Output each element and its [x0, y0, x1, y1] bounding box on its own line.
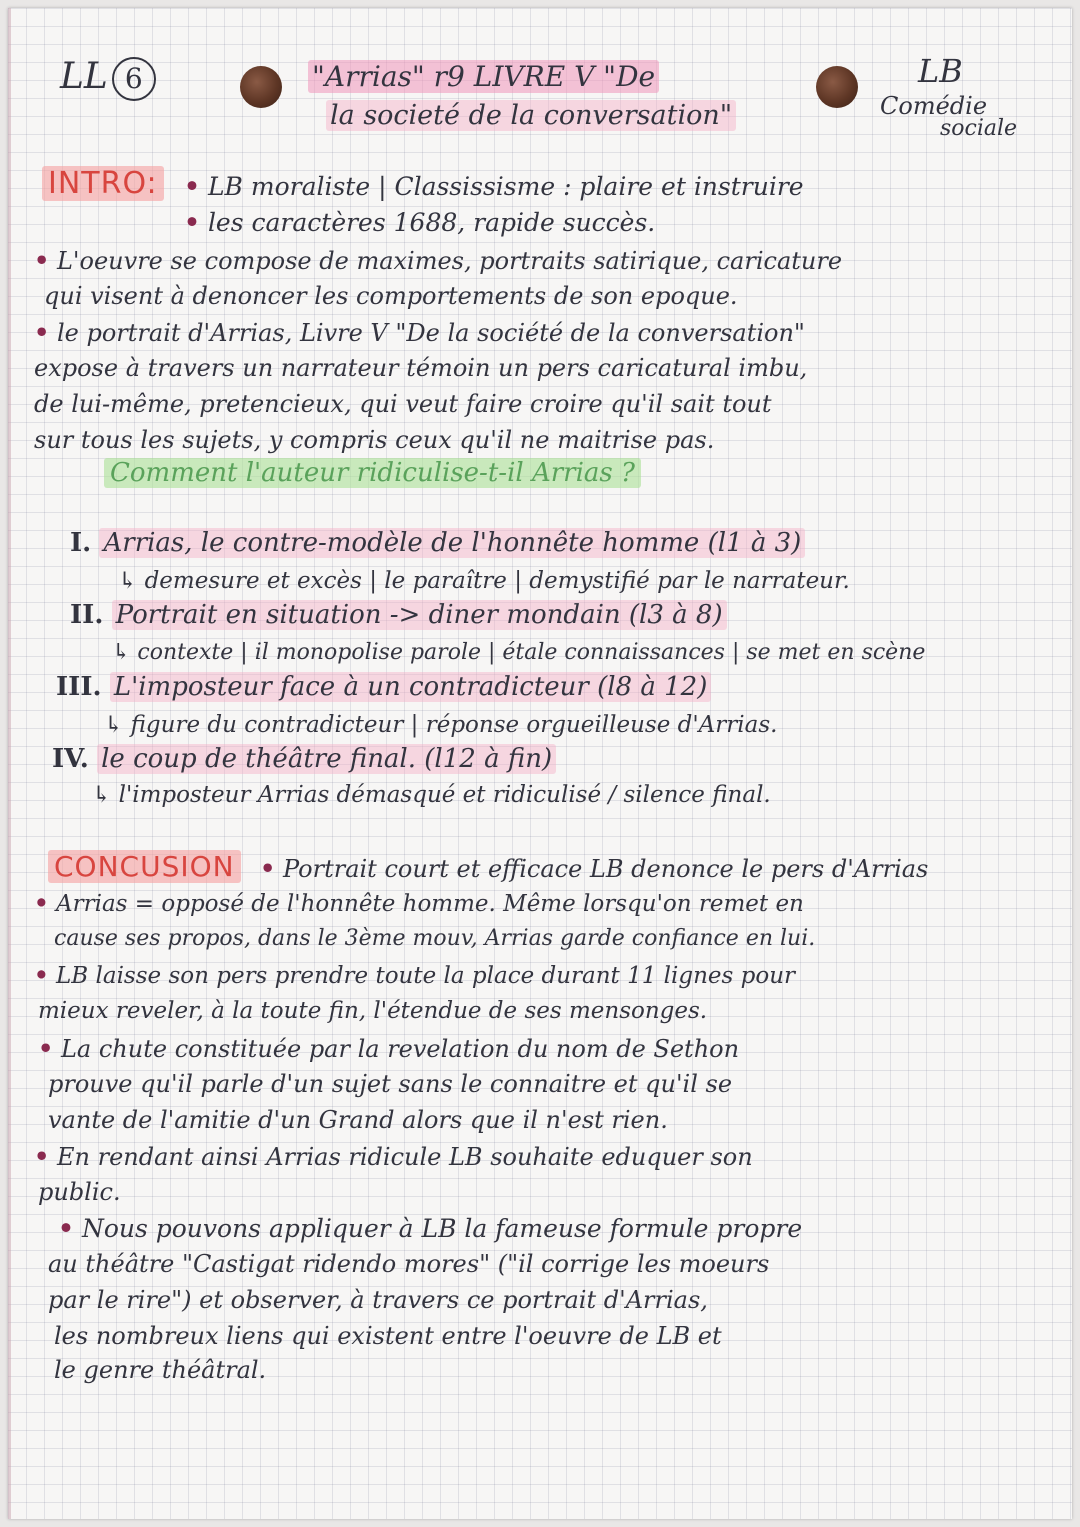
conclusion-line-14: les nombreux liens qui existent entre l'oeuvre de LB et	[54, 1322, 722, 1350]
conclusion-line-7: prouve qu'il parle d'un sujet sans le connaitre et qu'il se	[48, 1070, 733, 1098]
ll-text: LL	[60, 56, 108, 97]
intro-label	[42, 166, 164, 201]
plan-3-title	[56, 672, 711, 702]
conclusion-keyword: CONCUSION	[48, 850, 241, 883]
conclusion-line-15: le genre théâtral.	[54, 1356, 267, 1384]
conclusion-line-2: • Arrias = opposé de l'honnête homme. Même lorsqu'on remet en	[34, 890, 804, 917]
intro-line-1: • LB moraliste | Classissisme : plaire et instruire	[184, 172, 804, 201]
intro-line-2: • les caractères 1688, rapide succès.	[184, 208, 656, 237]
plan-1-title-text: Arrias, le contre-modèle de l'honnête homme (l1 à 3)	[99, 528, 805, 558]
plan-1-numeral: I.	[70, 528, 92, 558]
conclusion-line-5: mieux reveler, à la toute fin, l'étendue de ses mensonges.	[38, 998, 708, 1024]
ll-label	[60, 56, 156, 101]
intro-keyword: INTRO:	[42, 166, 164, 201]
genre-line-2: sociale	[940, 116, 1018, 141]
title-line-1-text: "Arrias" r9 LIVRE V "De	[308, 60, 659, 93]
notebook-page	[8, 8, 1072, 1519]
conclusion-line-9: • En rendant ainsi Arrias ridicule LB souhaite eduquer son	[34, 1142, 753, 1171]
plan-2-title	[70, 600, 727, 630]
intro-line-5-text: le portrait d'Arrias, Livre V "De la société de la conversation"	[56, 319, 805, 347]
conclusion-line-13: par le rire") et observer, à travers ce portrait d'Arrias,	[48, 1286, 708, 1314]
title-line-1	[308, 60, 659, 93]
conclusion-line-2-text: Arrias = opposé de l'honnête homme. Même lorsqu'on remet en	[56, 891, 804, 917]
margin-line	[8, 8, 11, 1519]
problematique	[104, 458, 641, 488]
author-label: LB	[918, 52, 963, 90]
ll-number-circle: 6	[112, 57, 156, 101]
conclusion-line-11: • Nous pouvons appliquer à LB la fameuse formule propre	[58, 1214, 803, 1243]
intro-line-3-text: L'oeuvre se compose de maximes, portraits satirique, caricature	[56, 247, 843, 275]
plan-1-title	[70, 528, 805, 558]
intro-line-5: • le portrait d'Arrias, Livre V "De la société de la conversation"	[34, 318, 805, 347]
conclusion-line-6-text: La chute constituée par la revelation du nom de Sethon	[60, 1035, 740, 1063]
conclusion-label	[48, 850, 241, 883]
conclusion-line-12: au théâtre "Castigat ridendo mores" ("il corrige les moeurs	[48, 1250, 770, 1278]
conclusion-line-9-text: En rendant ainsi Arrias ridicule LB souhaite eduquer son	[56, 1143, 753, 1171]
intro-line-8: sur tous les sujets, y compris ceux qu'il ne maitrise pas.	[34, 426, 715, 454]
conclusion-line-1: • Portrait court et efficace LB denonce le pers d'Arrias	[260, 854, 929, 883]
intro-line-7: de lui-même, pretencieux, qui veut faire croire qu'il sait tout	[34, 390, 772, 418]
intro-line-4: qui visent à denoncer les comportements de son epoque.	[44, 282, 738, 310]
intro-line-6: expose à travers un narrateur témoin un pers caricatural imbu,	[34, 354, 808, 382]
conclusion-line-6: • La chute constituée par la revelation du nom de Sethon	[38, 1034, 740, 1063]
conclusion-line-4-text: LB laisse son pers prendre toute la place durant 11 lignes pour	[56, 963, 796, 989]
plan-4-numeral: IV.	[52, 744, 89, 774]
conclusion-line-10: public.	[38, 1178, 121, 1206]
plan-4-detail: ↳ l'imposteur Arrias démasqué et ridiculisé / silence final.	[92, 782, 771, 808]
plan-4-title-text: le coup de théâtre final. (l12 à fin)	[97, 744, 556, 774]
intro-line-2-text: les caractères 1688, rapide succès.	[207, 208, 656, 237]
conclusion-line-8: vante de l'amitie d'un Grand alors que il n'est rien.	[48, 1106, 668, 1134]
binder-hole-right	[816, 66, 858, 108]
problematique-text: Comment l'auteur ridiculise-t-il Arrias ?	[104, 458, 641, 488]
title-line-2-text: la societé de la conversation"	[326, 100, 736, 131]
intro-line-3: • L'oeuvre se compose de maximes, portraits satirique, caricature	[34, 246, 843, 275]
plan-1-detail: ↳ demesure et excès | le paraître | demystifié par le narrateur.	[118, 568, 850, 594]
conclusion-line-11-text: Nous pouvons appliquer à LB la fameuse formule propre	[81, 1214, 803, 1243]
binder-hole-left	[240, 66, 282, 108]
plan-4-title	[52, 744, 556, 774]
conclusion-line-3: cause ses propos, dans le 3ème mouv, Arrias garde confiance en lui.	[54, 926, 816, 951]
plan-3-detail: ↳ figure du contradicteur | réponse orgueilleuse d'Arrias.	[104, 712, 778, 738]
plan-2-detail: ↳ contexte | il monopolise parole | étale connaissances | se met en scène	[112, 640, 926, 665]
plan-3-title-text: L'imposteur face à un contradicteur (l8 à 12)	[110, 672, 712, 702]
intro-line-1-text: LB moraliste | Classissisme : plaire et instruire	[207, 172, 804, 201]
title-line-2	[326, 100, 736, 131]
conclusion-line-1-text: Portrait court et efficace LB denonce le pers d'Arrias	[282, 855, 929, 883]
plan-2-title-text: Portrait en situation -> diner mondain (l3 à 8)	[112, 600, 727, 630]
genre-line-1: Comédie	[880, 92, 988, 120]
conclusion-line-4: • LB laisse son pers prendre toute la place durant 11 lignes pour	[34, 962, 796, 989]
plan-3-numeral: III.	[56, 672, 102, 702]
plan-2-numeral: II.	[70, 600, 104, 630]
